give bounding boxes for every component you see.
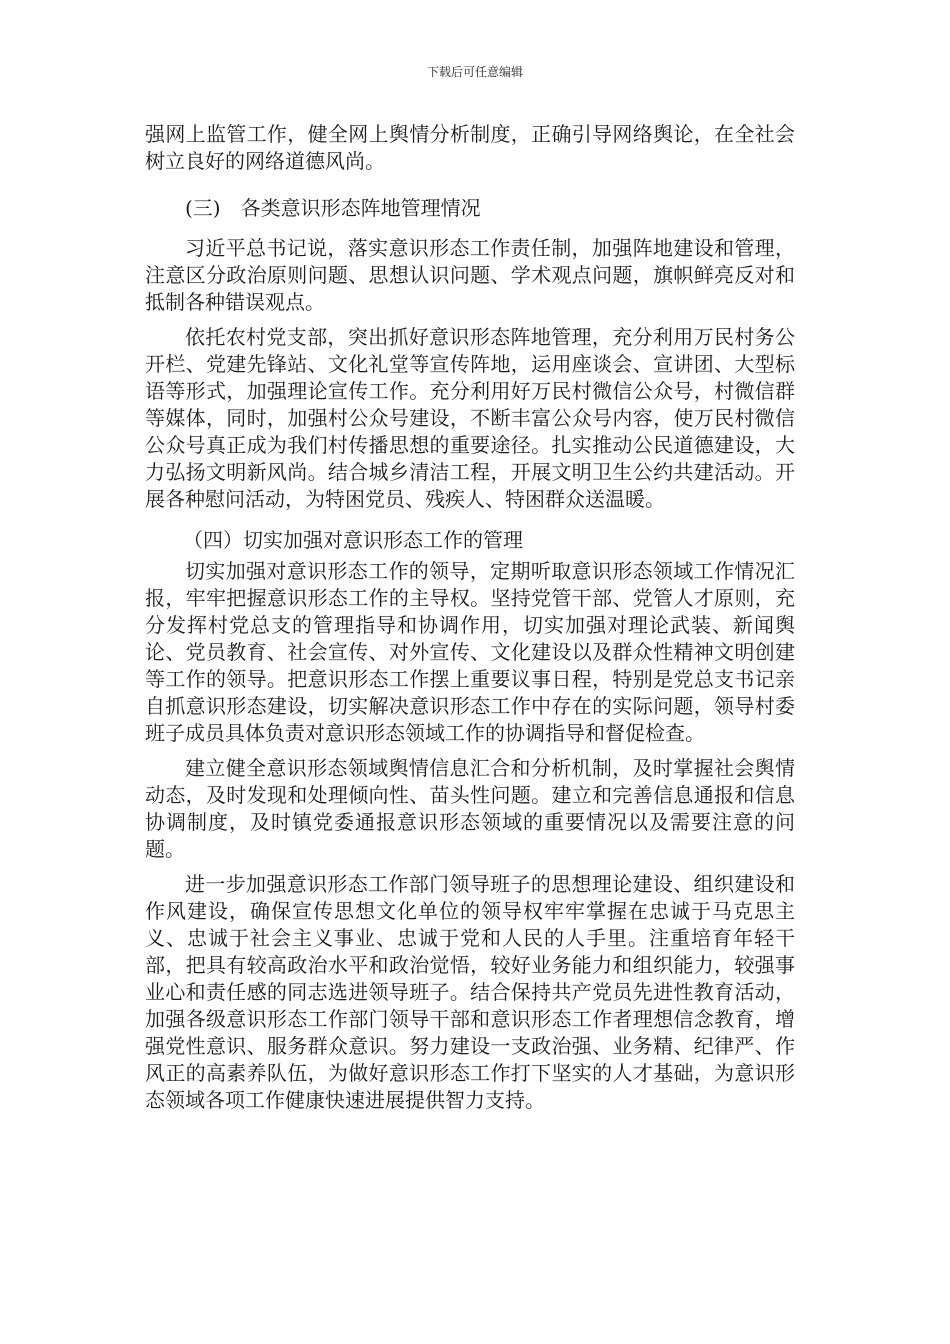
- paragraph: 进一步加强意识形态工作部门领导班子的思想理论建设、组织建设和作风建设，确保宣传思想文化单位的领导权牢牢掌握在忠诚于马克思主义、忠诚于社会主义事业、忠诚于党和人民的人手里。注重培育年轻干部，把具有较高政治水平和政治觉悟，较好业务能力和组织能力，较强事业心和责任感的同志选进领导班子。结合保持共产党员先进性教育活动，加强各级意识形态工作部门领导干部和意识形态工作者理想信念教育，增强党性意识、服务群众意识。努力建设一支政治强、业务精、纪律严、作风正的高素养队伍，为做好意识形态工作打下坚实的人才基础，为意识形态领域各项工作健康快速进展提供智力支持。: [145, 872, 795, 1112]
- section-heading-3: [145, 195, 795, 222]
- page-header-note: 下载后可任意编辑: [426, 65, 523, 79]
- paragraph-continued: 强网上监管工作，健全网上舆情分析制度，正确引导网络舆论，在全社会树立良好的网络道德风尚。: [145, 122, 795, 173]
- section-heading-4: （四）切实加强对意识形态工作的管理: [183, 528, 523, 552]
- section-number: (三): [185, 196, 221, 220]
- paragraph: 建立健全意识形态领域舆情信息汇合和分析机制，及时掌握社会舆情动态，及时发现和处理倾向性、苗头性问题。建立和完善信息通报和信息协调制度，及时镇党委通报意识形态领域的重要情况以及需要注意的问题。: [145, 756, 795, 861]
- paragraph: 切实加强对意识形态工作的领导，定期听取意识形态领域工作情况汇报，牢牢把握意识形态工作的主导权。坚持党管干部、党管人才原则，充分发挥村党总支的管理指导和协调作用，切实加强对理论武装、新闻舆论、党员教育、社会宣传、对外宣传、文化建设以及群众性精神文明创建等工作的领导。把意识形态工作摆上重要议事日程，特别是党总支书记亲自抓意识形态建设，切实解决意识形态工作中存在的实际问题，领导村委班子成员具体负责对意识形态领域工作的协调指导和督促检查。: [145, 559, 795, 745]
- section-title: 各类意识形态阵地管理情况: [240, 196, 481, 220]
- paragraph: 习近平总书记说，落实意识形态工作责任制，加强阵地建设和管理，注意区分政治原则问题、思想认识问题、学术观点问题，旗帜鲜亮反对和抵制各种错误观点。: [145, 236, 795, 314]
- document-body: [145, 121, 795, 1114]
- paragraph: 依托农村党支部，突出抓好意识形态阵地管理，充分利用万民村务公开栏、党建先锋站、文化礼堂等宣传阵地，运用座谈会、宣讲团、大型标语等形式，加强理论宣传工作。充分利用好万民村微信公众号，村微信群等媒体，同时，加强村公众号建设，不断丰富公众号内容，使万民村微信公众号真正成为我们村传播思想的重要途径。扎实推动公民道德建设，大力弘扬文明新风尚。结合城乡清洁工程，开展文明卫生公约共建活动。开展各种慰问活动，为特困党员、残疾人、特困群众送温暖。: [145, 325, 795, 511]
